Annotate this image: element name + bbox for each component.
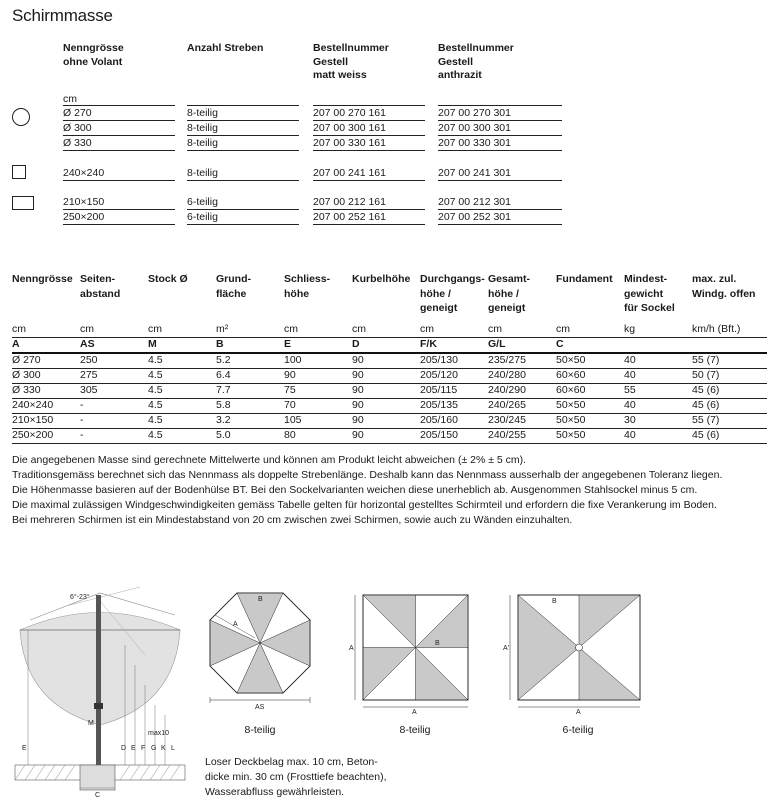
table-cell: 240/290 — [488, 384, 526, 396]
square-8-teilig-diagram — [345, 590, 475, 715]
label-a-side: A — [349, 645, 354, 652]
table-cell: 90 — [352, 429, 364, 441]
label-k: K — [161, 745, 166, 752]
table-cell: 250×200 — [12, 429, 54, 441]
footnote-line: Wasserabfluss gewährleisten. — [205, 786, 345, 798]
table-cell: Ø 270 — [12, 354, 41, 366]
unit-cell: cm — [284, 323, 298, 335]
table-cell: 8-teilig — [187, 167, 218, 179]
table-cell: 305 — [80, 384, 98, 396]
header-nenngroesse: Nenngrösse ohne Volant — [63, 42, 124, 68]
code-cell: A — [12, 338, 20, 350]
note-line: Traditionsgemäss berechnet sich das Nennmass als doppelte Strebenlänge. Deshalb kann das Nennmass ausserhalb der angegebenen Toleranz liegen. — [12, 469, 723, 481]
caption-octagon: 8-teilig — [244, 724, 276, 736]
caption-square: 8-teilig — [399, 724, 431, 736]
table-cell: 60×60 — [556, 369, 586, 381]
table-cell: 207 00 300 161 — [313, 122, 386, 134]
label-d: D — [121, 745, 127, 752]
label-b: B — [435, 640, 440, 647]
table-cell: 4.5 — [148, 399, 163, 411]
table-cell: 75 — [284, 384, 296, 396]
code-cell: F/K — [420, 338, 437, 350]
unit-cell: cm — [148, 323, 162, 335]
unit-cm: cm — [63, 93, 77, 105]
column-header: Schliess- höhe — [284, 273, 331, 300]
unit-cell: kg — [624, 323, 636, 335]
table-cell: 6-teilig — [187, 211, 218, 223]
table-cell: 207 00 252 301 — [438, 211, 511, 223]
label-a-bottom: A — [412, 709, 417, 715]
table-cell: 240/265 — [488, 399, 526, 411]
table-cell: Ø 300 — [63, 122, 92, 134]
rectangle-6-teilig-diagram — [500, 590, 650, 715]
label-b: B — [552, 598, 557, 605]
table-cell: 90 — [352, 414, 364, 426]
table-cell: 100 — [284, 354, 302, 366]
table-cell: 8-teilig — [187, 122, 218, 134]
table-cell: 240×240 — [12, 399, 54, 411]
table-cell: 275 — [80, 369, 98, 381]
label-l: L — [171, 745, 175, 752]
table-cell: 30 — [624, 414, 636, 426]
table-cell: 205/160 — [420, 414, 458, 426]
table-cell: 55 (7) — [692, 414, 720, 426]
table-cell: 8-teilig — [187, 137, 218, 149]
unit-cell: cm — [80, 323, 94, 335]
table-cell: 50×50 — [556, 414, 586, 426]
label-m: M — [88, 720, 94, 727]
code-cell: G/L — [488, 338, 506, 350]
table-cell: 210×150 — [12, 414, 54, 426]
code-cell: M — [148, 338, 157, 350]
table-cell: 90 — [352, 384, 364, 396]
table-cell: 55 (7) — [692, 354, 720, 366]
unit-cell: km/h (Bft.) — [692, 323, 741, 335]
table-cell: 205/120 — [420, 369, 458, 381]
label-e2: E — [131, 745, 136, 752]
table-cell: 50×50 — [556, 354, 586, 366]
table-cell: 90 — [352, 369, 364, 381]
table-cell: 235/275 — [488, 354, 526, 366]
table-cell: 45 (6) — [692, 399, 720, 411]
table-cell: Ø 330 — [12, 384, 41, 396]
label-f: F — [141, 745, 146, 752]
table-cell: 207 00 270 161 — [313, 107, 386, 119]
column-header: Grund- fläche — [216, 273, 251, 300]
table-cell: 5.0 — [216, 429, 231, 441]
table-cell: 8-teilig — [187, 107, 218, 119]
unit-cell: cm — [556, 323, 570, 335]
column-header: Kurbelhöhe — [352, 273, 411, 285]
table-cell: 4.5 — [148, 384, 163, 396]
table-cell: 207 00 270 301 — [438, 107, 511, 119]
column-header: Nenngrösse — [12, 273, 73, 285]
table-cell: Ø 270 — [63, 107, 92, 119]
table-cell: 5.2 — [216, 354, 231, 366]
column-header: Stock Ø — [148, 273, 188, 285]
table-cell: 250 — [80, 354, 98, 366]
unit-cell: cm — [352, 323, 366, 335]
header-anzahl-streben: Anzahl Streben — [187, 42, 264, 54]
table-cell: 4.5 — [148, 429, 163, 441]
table-cell: 207 00 212 301 — [438, 196, 511, 208]
umbrella-side-view-diagram — [10, 585, 190, 800]
unit-cell: cm — [420, 323, 434, 335]
table-cell: 55 — [624, 384, 636, 396]
table-cell: 50×50 — [556, 429, 586, 441]
table-cell: 4.5 — [148, 354, 163, 366]
note-line: Die Höhenmasse basieren auf der Bodenhülse BT. Bei den Sockelvarianten weichen diese unerheblich ab. Ausgenommen Stahlsockel minus 5 cm. — [12, 484, 698, 496]
column-header: Mindest- gewicht für Sockel — [624, 273, 675, 314]
column-header: Seiten- abstand — [80, 273, 121, 300]
table-cell: 7.7 — [216, 384, 231, 396]
table-cell: 205/150 — [420, 429, 458, 441]
table-cell: 105 — [284, 414, 302, 426]
unit-cell: cm — [488, 323, 502, 335]
table-cell: 80 — [284, 429, 296, 441]
table-cell: 207 00 241 301 — [438, 167, 511, 179]
square-shape-icon — [12, 165, 26, 179]
table-cell: 207 00 330 301 — [438, 137, 511, 149]
table-cell: 207 00 330 161 — [313, 137, 386, 149]
table-cell: 6-teilig — [187, 196, 218, 208]
table-cell: 230/245 — [488, 414, 526, 426]
table-cell: 90 — [352, 354, 364, 366]
table-cell: 205/130 — [420, 354, 458, 366]
table-cell: Ø 330 — [63, 137, 92, 149]
table-cell: - — [80, 414, 84, 426]
table-cell: 6.4 — [216, 369, 231, 381]
header-bestellnummer-anthrazit: Bestellnummer Gestell anthrazit — [438, 42, 514, 81]
footnote-line: dicke min. 30 cm (Frosttiefe beachten), — [205, 771, 387, 783]
table-cell: 250×200 — [63, 211, 105, 223]
column-header: Gesamt- höhe / geneigt — [488, 273, 531, 314]
table-cell: 50 (7) — [692, 369, 720, 381]
label-as: AS — [255, 704, 265, 711]
label-max10: max10 — [148, 730, 170, 737]
table-cell: 45 (6) — [692, 429, 720, 441]
code-cell: D — [352, 338, 360, 350]
label-angle: 6°-23° — [70, 594, 90, 601]
column-header: Durchgangs- höhe / geneigt — [420, 273, 485, 314]
table-cell: 45 (6) — [692, 384, 720, 396]
table-cell: 4.5 — [148, 369, 163, 381]
label-b: B — [258, 596, 263, 603]
table-cell: 60×60 — [556, 384, 586, 396]
circle-shape-icon — [12, 108, 30, 126]
table-cell: 5.8 — [216, 399, 231, 411]
table-cell: 240×240 — [63, 167, 105, 179]
table-cell: 40 — [624, 399, 636, 411]
column-header: max. zul. Windg. offen — [692, 273, 756, 300]
note-line: Die maximal zulässigen Windgeschwindigkeiten gemäss Tabelle gelten für horizontal gestelltes Schirmteil und erfordern die fixe Verankerung im Boden. — [12, 499, 717, 511]
rectangle-shape-icon — [12, 196, 34, 210]
table-cell: 40 — [624, 429, 636, 441]
label-e: E — [22, 745, 27, 752]
label-a-prime: A' — [503, 645, 510, 652]
column-header: Fundament — [556, 273, 613, 285]
caption-rectangle: 6-teilig — [562, 724, 594, 736]
table-cell: 205/115 — [420, 384, 458, 396]
octagon-8-teilig-diagram — [205, 588, 315, 713]
header-bestellnummer-weiss: Bestellnummer Gestell matt weiss — [313, 42, 389, 81]
table-cell: - — [80, 399, 84, 411]
table-cell: 3.2 — [216, 414, 231, 426]
table-cell: Ø 300 — [12, 369, 41, 381]
table-cell: 90 — [284, 369, 296, 381]
table-cell: 90 — [352, 399, 364, 411]
page-title: Schirmmasse — [12, 6, 113, 25]
table-cell: 40 — [624, 354, 636, 366]
table-cell: 205/135 — [420, 399, 458, 411]
note-line: Bei mehreren Schirmen ist ein Mindestabstand von 20 cm zwischen zwei Schirmen, sowie auch zu Wänden einzuhalten. — [12, 514, 573, 526]
table-cell: 50×50 — [556, 399, 586, 411]
label-a-bottom: A — [576, 709, 581, 715]
note-line: Die angegebenen Masse sind gerechnete Mittelwerte und können am Produkt leicht abweichen (± 2% ± 5 cm). — [12, 454, 527, 466]
unit-cell: m² — [216, 323, 229, 335]
label-g: G — [151, 745, 157, 752]
table-cell: 210×150 — [63, 196, 105, 208]
code-cell: AS — [80, 338, 95, 350]
table-cell: 240/280 — [488, 369, 526, 381]
table-cell: 207 00 300 301 — [438, 122, 511, 134]
table-cell: 207 00 212 161 — [313, 196, 386, 208]
table-cell: 70 — [284, 399, 296, 411]
table-cell: 40 — [624, 369, 636, 381]
code-cell: C — [556, 338, 564, 350]
foundation-footnote — [205, 755, 387, 800]
label-a: A — [233, 621, 238, 628]
label-c: C — [95, 792, 101, 799]
table-cell: 207 00 241 161 — [313, 167, 386, 179]
table-cell: 240/255 — [488, 429, 526, 441]
code-cell: B — [216, 338, 224, 350]
code-cell: E — [284, 338, 292, 350]
unit-cell: cm — [12, 323, 26, 335]
table-cell: 4.5 — [148, 414, 163, 426]
table-cell: - — [80, 429, 84, 441]
table-cell: 207 00 252 161 — [313, 211, 386, 223]
footnote-line: Loser Deckbelag max. 10 cm, Beton- — [205, 756, 378, 768]
